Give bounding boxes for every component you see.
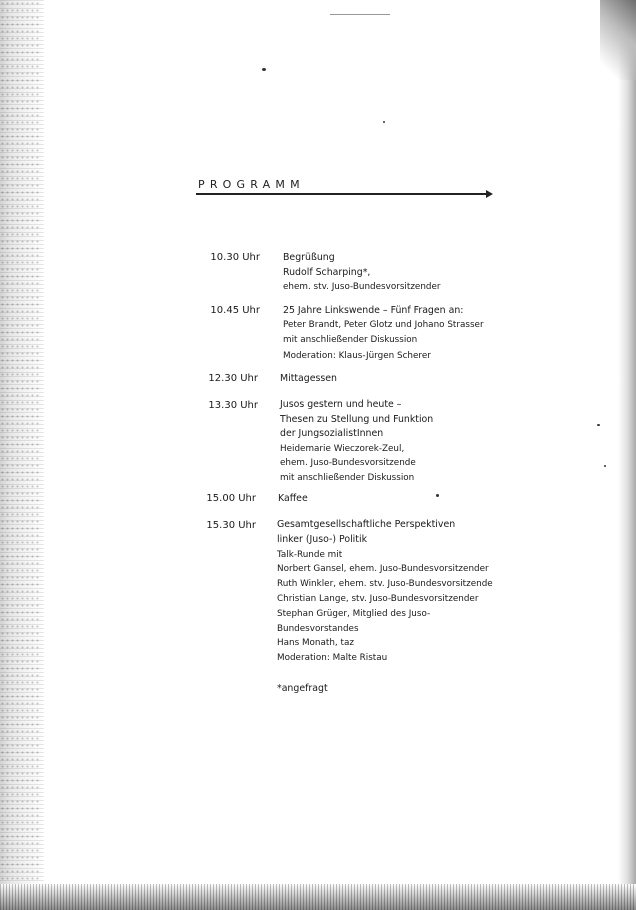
entry-line: Christian Lange, stv. Juso-Bundesvorsitzender <box>277 593 479 604</box>
entry-line: 25 Jahre Linkswende – Fünf Fragen an: <box>283 305 464 316</box>
entry-line: ehem. Juso-Bundesvorsitzende <box>280 458 416 469</box>
program-time: 15.00 Uhr <box>206 493 256 504</box>
entry-line: Ruth Winkler, ehem. stv. Juso-Bundesvorsitzende <box>277 579 493 590</box>
entry-line: Talk-Runde mit <box>277 549 343 560</box>
entry-line: Thesen zu Stellung und Funktion <box>280 413 434 425</box>
program-entry <box>278 491 308 506</box>
entry-line: Mittagessen <box>280 373 337 384</box>
entry-line: Bundesvorstandes <box>277 623 359 634</box>
title-underline-arrow <box>486 190 493 198</box>
entry-line: mit anschließender Diskussion <box>283 335 418 346</box>
scan-speck <box>597 424 600 426</box>
entry-line: Stephan Grüger, Mitglied des Juso- <box>277 608 431 619</box>
program-entry <box>280 398 433 486</box>
program-time: 15.30 Uhr <box>206 520 256 531</box>
entry-line: Peter Brandt, Peter Glotz und Johano Strasser <box>283 320 484 331</box>
scan-speck <box>436 494 439 497</box>
entry-line: Jusos gestern und heute – <box>280 399 402 410</box>
title-underline <box>196 193 488 195</box>
entry-line: Hans Monath, taz <box>277 638 354 649</box>
scan-corner-top-right <box>600 0 636 80</box>
entry-line: Norbert Gansel, ehem. Juso-Bundesvorsitzender <box>277 564 489 575</box>
entry-line: Rudolf Scharping*, <box>283 267 371 279</box>
entry-line: Kaffee <box>278 493 308 504</box>
entry-line: Moderation: Malte Ristau <box>277 653 388 664</box>
entry-line: ehem. stv. Juso-Bundesvorsitzender <box>283 282 441 293</box>
scan-speck <box>383 121 385 123</box>
entry-line: mit anschließender Diskussion <box>280 472 415 483</box>
program-entry <box>277 518 493 666</box>
scan-speck <box>262 68 266 71</box>
entry-line: Gesamtgesellschaftliche Perspektiven <box>277 519 456 530</box>
entry-line: der JungsozialistInnen <box>280 428 384 440</box>
entry-line: Begrüßung <box>283 252 335 263</box>
program-time: 12.30 Uhr <box>208 373 258 384</box>
program-entry <box>280 371 337 386</box>
scan-edge-bottom <box>0 884 636 910</box>
entry-line: Heidemarie Wieczorek-Zeul, <box>280 443 405 454</box>
program-entry <box>283 303 484 364</box>
scan-speck <box>604 465 606 467</box>
footnote: *angefragt <box>277 683 328 694</box>
program-time: 10.45 Uhr <box>210 305 260 316</box>
entry-line: linker (Juso-) Politik <box>277 533 368 545</box>
page-title: PROGRAMM <box>198 178 305 191</box>
scan-edge-right <box>618 0 636 910</box>
scan-noise-left <box>0 0 40 910</box>
program-time: 10.30 Uhr <box>210 252 260 263</box>
scan-speck <box>330 14 390 15</box>
program-entry <box>283 250 441 296</box>
entry-line: Moderation: Klaus-Jürgen Scherer <box>283 350 431 361</box>
program-time: 13.30 Uhr <box>208 400 258 411</box>
